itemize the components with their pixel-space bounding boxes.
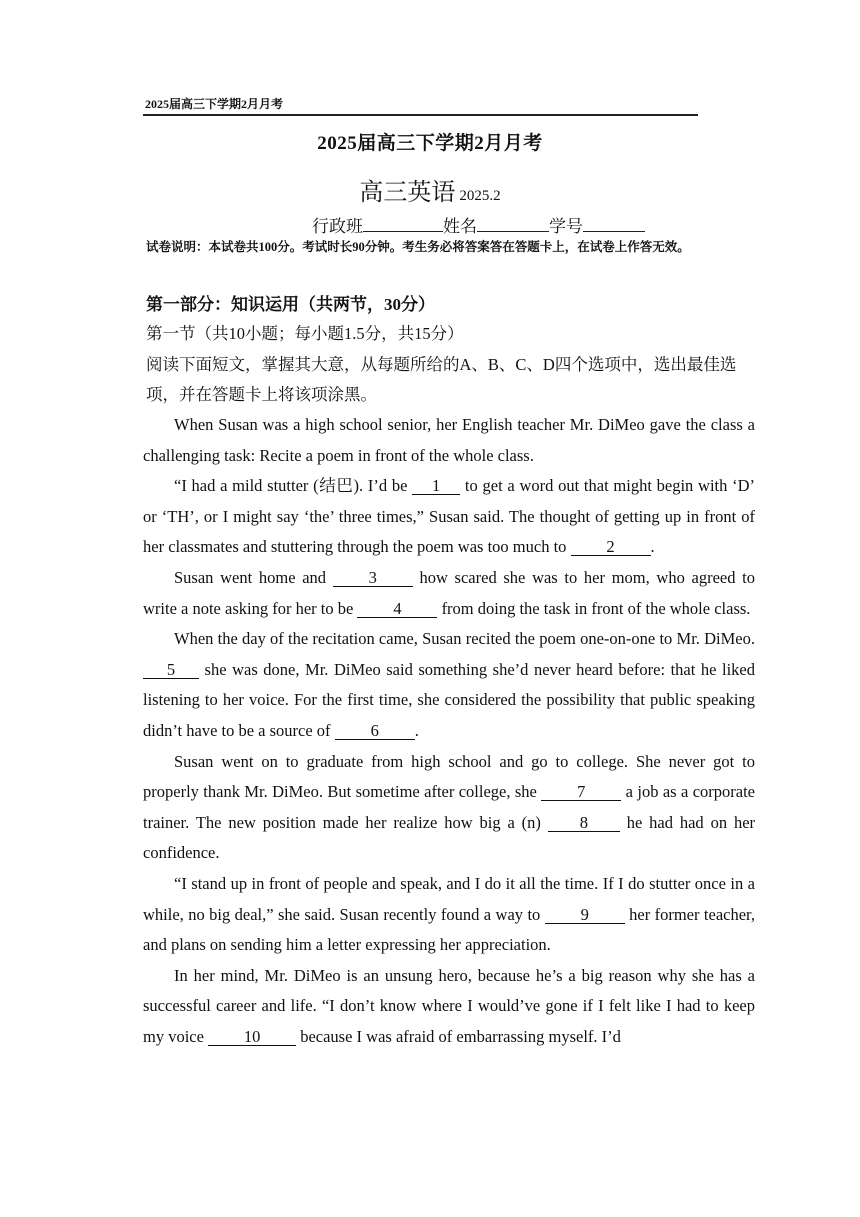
blank-8: 8	[548, 815, 620, 832]
student-info-line	[312, 212, 645, 237]
paragraph-1	[143, 410, 755, 471]
paragraph-text: In her mind, Mr. DiMeo is an unsung hero, because he’s a big reason why she has a successful career and life. “I don’t know where I would’ve gone if I felt like I had to keep my voice	[143, 965, 755, 1046]
paragraph-text: from doing the task in front of the whole class.	[441, 598, 751, 618]
blank-9: 9	[545, 907, 625, 924]
class-blank	[363, 215, 443, 232]
class-label: 行政班	[312, 217, 363, 236]
paragraph-text: because I was afraid of embarrassing myself. I’d	[300, 1026, 621, 1046]
subject-title: 高三英语	[359, 180, 456, 206]
header-rule	[143, 114, 698, 116]
paragraph-text: “I had a mild stutter (结巴). I’d be	[174, 476, 408, 496]
part1-heading: 第一部分：知识运用（共两节，30分）	[146, 295, 435, 314]
paragraph-text: Susan went on to graduate from high school and go to college. She never got to properly thank Mr. DiMeo. But sometime after college, she	[143, 751, 755, 802]
paragraph-text: .	[414, 720, 419, 740]
blank-4: 4	[357, 601, 437, 618]
exam-instructions: 试卷说明：本试卷共100分。考试时长90分钟。考生务必将答案答在答题卡上，在试卷上作答无效。	[146, 240, 690, 254]
paragraph-5	[143, 747, 755, 869]
paragraph-2	[143, 471, 755, 563]
paragraph-text: to get a word out that might begin with ‘D’ or ‘TH’, or I might say ‘the’ three times,” Susan said. The thought of getting up in front of her classmates and stuttering through the poem was too much to	[143, 476, 756, 557]
paragraph-text: “I stand up in front of people and speak, and I do it all the time. If I do stutter once in a while, no big deal,” she said. Susan recently found a way to	[143, 873, 755, 924]
name-label: 姓名	[443, 217, 477, 236]
cloze-passage	[143, 410, 755, 1052]
id-blank	[583, 215, 645, 232]
id-label: 学号	[549, 217, 583, 236]
blank-10: 10	[208, 1029, 296, 1046]
exam-subtitle	[0, 172, 860, 207]
paragraph-text: how scared she was to her mom, who agreed to write a note asking for her to be	[143, 567, 756, 618]
paragraph-text: her former teacher, and plans on sending him a letter expressing her appreciation.	[143, 904, 756, 955]
blank-2: 2	[571, 539, 651, 556]
paragraph-text: When Susan was a high school senior, her English teacher Mr. DiMeo gave the class a challenging task: Recite a poem in front of the whole class.	[143, 415, 755, 465]
paragraph-7	[143, 961, 755, 1053]
exam-date: 2025.2	[459, 188, 501, 204]
paragraph-6	[143, 869, 755, 961]
blank-5: 5	[143, 662, 199, 679]
blank-1: 1	[412, 478, 460, 495]
paragraph-text: Susan went home and	[174, 567, 327, 587]
running-head: 2025届高三下学期2月月考	[145, 97, 284, 111]
paragraph-4	[143, 624, 755, 746]
blank-6: 6	[335, 723, 415, 740]
paragraph-text: .	[650, 537, 655, 557]
paragraph-3	[143, 563, 755, 624]
blank-7: 7	[541, 784, 621, 801]
name-blank	[477, 215, 549, 232]
section1-heading: 第一节（共10小题；每小题1.5分，共15分）	[146, 324, 464, 343]
paragraph-text: she was done, Mr. DiMeo said something she’d never heard before: that he liked listening to her voice. For the first time, she considered the possibility that public speaking didn’t have to be a source of	[143, 659, 755, 740]
paragraph-text: he had had on her confidence.	[143, 812, 756, 863]
paragraph-text: a job as a corporate trainer. The new position made her realize how big a (n)	[143, 782, 755, 832]
exam-title: 2025届高三下学期2月月考	[317, 133, 543, 154]
blank-3: 3	[333, 570, 413, 587]
section-directions: 阅读下面短文，掌握其大意，从每题所给的A、B、C、D四个选项中，选出最佳选项，并在答题卡上将该项涂黑。	[146, 355, 737, 404]
paragraph-text: When the day of the recitation came, Susan recited the poem one-on-one to Mr. DiMeo.	[174, 629, 755, 649]
